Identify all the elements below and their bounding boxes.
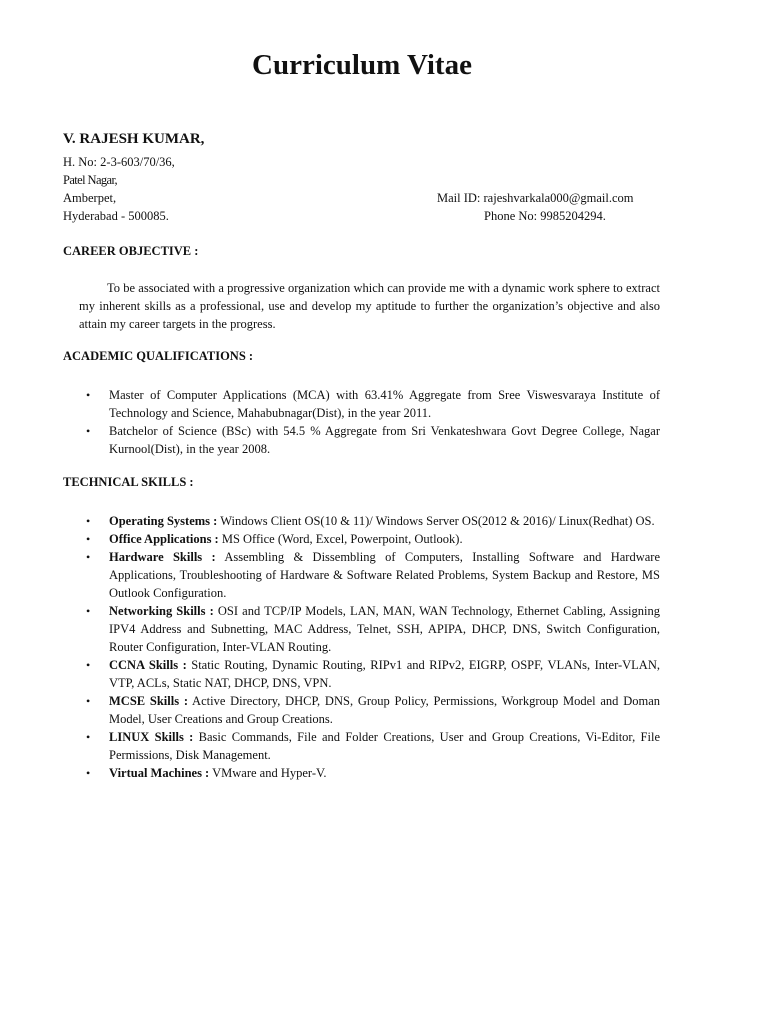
skill-text: Static Routing, Dynamic Routing, RIPv1 and RIPv2, EIGRP, OSPF, VLANs, Inter-VLAN, VTP, ACLs, Static NAT, DHCP, DNS, VPN.: [109, 658, 660, 690]
skill-label: Operating Systems :: [109, 514, 218, 528]
skill-text: Assembling & Dissembling of Computers, Installing Software and Hardware Applications, Troubleshooting of Hardware & Software Related Problems, System Backup and Restore, MS Outlook Configuration.: [109, 550, 660, 600]
phone-number: Phone No: 9985204294.: [484, 209, 606, 223]
list-item: [0, 728, 660, 764]
list-item: [0, 764, 660, 782]
document-title: Curriculum Vitae: [252, 49, 472, 81]
skill-label: MCSE Skills :: [109, 694, 188, 708]
bullet-icon: •: [86, 532, 91, 546]
academic-heading: ACADEMIC QUALIFICATIONS :: [63, 349, 254, 363]
list-item: [0, 422, 660, 458]
skill-text: Active Directory, DHCP, DNS, Group Policy, Permissions, Workgroup Model and Doman Model, User Creations and Group Creations.: [109, 694, 660, 726]
skill-label: Office Applications :: [109, 532, 219, 546]
skill-label: LINUX Skills :: [109, 730, 194, 744]
list-item: [0, 602, 660, 656]
career-objective-text: To be associated with a progressive organization which can provide me with a dynamic work sphere to extract my inherent skills as a professional, use and develop my aptitude to further the organization’s objective and also attain my career targets in the progress.: [79, 281, 660, 331]
career-objective-heading: CAREER OBJECTIVE :: [63, 244, 199, 258]
list-item: [0, 692, 660, 728]
candidate-name: V. RAJESH KUMAR,: [63, 131, 205, 147]
list-item: [0, 386, 660, 422]
bullet-icon: •: [86, 694, 91, 708]
address-line-1: H. No: 2-3-603/70/36,: [63, 155, 175, 169]
bullet-icon: •: [86, 424, 91, 438]
bullet-icon: •: [86, 388, 91, 402]
skill-text: VMware and Hyper-V.: [209, 766, 327, 780]
bullet-icon: •: [86, 550, 91, 564]
skill-label: Virtual Machines :: [109, 766, 210, 780]
skill-label: CCNA Skills :: [109, 658, 187, 672]
address-line-4: Hyderabad - 500085.: [63, 209, 169, 223]
skill-text: MS Office (Word, Excel, Powerpoint, Outlook).: [218, 532, 463, 546]
academic-list: [0, 386, 660, 458]
list-item: [0, 548, 660, 602]
skill-text: OSI and TCP/IP Models, LAN, MAN, WAN Technology, Ethernet Cabling, Assigning IPV4 Address and Subnetting, MAC Address, Telnet, SSH, APIPA, DHCP, DNS, Switch Configuration, Router Configuration, Inter-VLAN Routing.: [109, 604, 661, 654]
bullet-icon: •: [86, 730, 91, 744]
bullet-icon: •: [86, 514, 91, 528]
technical-heading: TECHNICAL SKILLS :: [63, 475, 194, 489]
skill-text: Windows Client OS(10 & 11)/ Windows Server OS(2012 & 2016)/ Linux(Redhat) OS.: [217, 514, 655, 528]
qualification-text: Master of Computer Applications (MCA) with 63.41% Aggregate from Sree Viswesvaraya Institute of Technology and Science, Mahabubnagar(Dist), in the year 2011.: [109, 388, 660, 420]
address-line-2: Patel Nagar,: [63, 173, 118, 187]
skill-text: Basic Commands, File and Folder Creations, User and Group Creations, Vi-Editor, File Permissions, Disk Management.: [109, 730, 660, 762]
list-item: [0, 512, 660, 530]
list-item: [0, 530, 660, 548]
qualification-text: Batchelor of Science (BSc) with 54.5 % Aggregate from Sri Venkateshwara Govt Degree College, Nagar Kurnool(Dist), in the year 2008.: [109, 424, 660, 456]
skill-label: Networking Skills :: [109, 604, 214, 618]
mail-id: Mail ID: rajeshvarkala000@gmail.com: [437, 191, 634, 205]
address-line-3: Amberpet,: [63, 191, 117, 205]
list-item: [0, 656, 660, 692]
bullet-icon: •: [86, 766, 91, 780]
technical-list: [0, 512, 660, 782]
bullet-icon: •: [86, 604, 91, 618]
skill-label: Hardware Skills :: [109, 550, 216, 564]
bullet-icon: •: [86, 658, 91, 672]
